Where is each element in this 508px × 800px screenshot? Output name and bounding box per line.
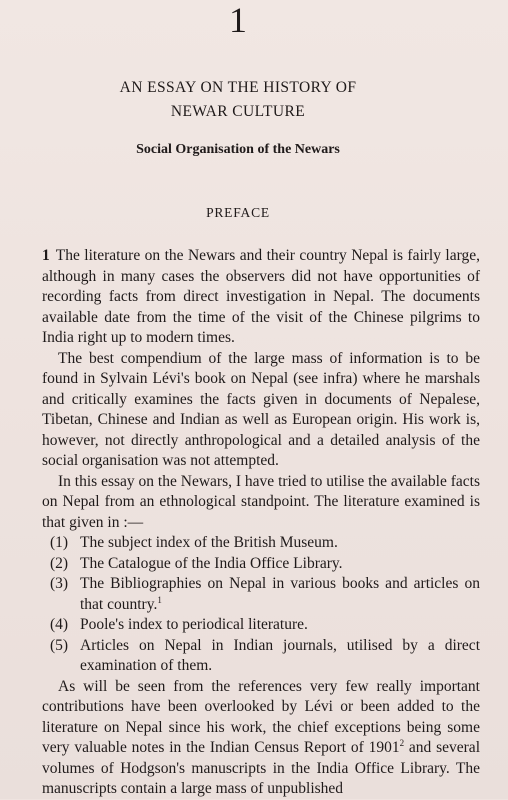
paragraph-1 [42,246,480,349]
list-item-number: (1) [50,534,69,551]
sources-list [42,533,480,677]
paragraph-4 [42,677,480,800]
list-item-number: (4) [50,616,69,633]
list-item-number: (3) [50,575,69,592]
body-text [42,246,480,800]
list-item [42,554,480,575]
paragraph-number: 1 [42,247,50,264]
list-item-text: The Bibliographies on Nepal in various books and articles on that country. [80,575,480,613]
section-heading: PREFACE [206,205,270,220]
chapter-title-line-1: AN ESSAY ON THE HISTORY OF [119,79,357,96]
paragraph-1-text: The literature on the Newars and their country Nepal is fairly large, although in many cases the observers did not have opportunities of recording facts from direct investigation in Nepal. The documents available date from the time of the visit of the Chinese pilgrims to India right up to modern times. [42,247,480,346]
chapter-title-line-2: NEWAR CULTURE [170,103,306,120]
footnote-marker: 1 [157,594,162,605]
list-item [42,615,480,636]
list-item [42,636,480,677]
paragraph-4-text-a: As will be seen from the references very few really important contributions have been overlooked by Lévi or been added to the literature on Nepal since his work, the chief exceptions being some very valuable notes in the Indian Census Report of 1901 [42,677,480,756]
paragraph-2: The best compendium of the large mass of information is to be found in Sylvain Lévi's book on Nepal (see infra) where he marshals and critically examines the facts given in documents of Nepalese, Tibetan, Chinese and Indian as well as European origin. His work is, however, not directly anthropological and a detailed analysis of the social organisation was not attempted. [42,349,480,469]
footnote-marker: 2 [399,737,405,748]
list-item [42,533,480,554]
list-item-number: (5) [50,636,69,654]
list-item-text: The subject index of the British Museum. [80,534,338,551]
list-item-text-wrap [80,574,480,615]
list-item-number: (2) [50,554,69,572]
chapter-title [0,76,476,124]
chapter-subtitle: Social Organisation of the Newars [136,142,340,157]
list-item-text: The Catalogue of the India Office Library. [80,554,343,572]
chapter-number: 1 [229,0,247,40]
list-item-text: Poole's index to periodical literature. [80,616,308,633]
list-item [42,574,480,615]
paragraph-4-text-b: and several volumes of Hodgson's manuscripts in the India Office Library. The manuscripts contain a large mass of unpublished [42,739,480,797]
paragraph-3: In this essay on the Newars, I have tried to utilise the available facts on Nepal from an ethnological standpoint. The literature examined is that given in :— [42,472,480,531]
list-item-text: Articles on Nepal in Indian journals, utilised by a direct examination of them. [80,636,480,674]
